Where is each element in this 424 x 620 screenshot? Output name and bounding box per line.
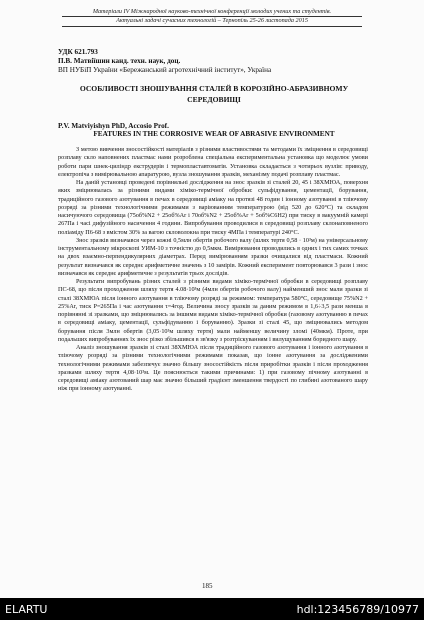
paragraph: Знос зразків визначався через кожні 0,5млн обертів робочого валу (шлях тертя 0,58 · 10³м) на універсальному інструментальному мікроскопі УИМ-10 з точністю до 0,5мкм. Вимірювання проводились в одних і тих самих точках на двох взаємно-перпендикулярних діаметрах. Перед вимірюванням зразки очищалися від пластмаси. Кожний результат визначався як середнє арифметичне значень з 10 замірів. Кожний експеримент повторювався 3 рази і знос визначався як середнє арифметичне з результатів трьох дослідів. (58, 236, 368, 277)
author-english: P.V. Matviyishyn PhD, Accosio Prof. (58, 122, 169, 130)
paragraph: Аналіз зношування зразків зі сталі 38ХМЮА після традиційного газового азотування і іонного азотування в тліючому розряді за різними технологічними режимами показав, що іонне азотування за дослідженими технологічними режимами забезпечує значно більшу зносостійкість після приробітки зразків і після проходження зразками шляху тертя 4,08·10³м. Це пояснюється такими причинами: 1) при газовому пічному азотуванні в середовищі аміаку азотований шар має значно більший градієнт зменшення твердості по глибині азотованого шару ніж при іонному азотуванні. (58, 344, 368, 393)
running-header (62, 8, 362, 27)
title-english: FEATURES IN THE CORROSIVE WEAR OF ABRASIVE ENVIRONMENT (93, 130, 335, 138)
header-line-2: Актуальні задачі сучасних технологій – Тернопіль 25-26 листопада 2015 (62, 17, 362, 26)
title-ukrainian: ОСОБЛИВОСТІ ЗНОШУВАННЯ СТАЛЕЙ В КОРОЗІЙНО-АБРАЗИВНОМУ СЕРЕДОВИЩІ (79, 84, 349, 104)
paragraph: Результати випробувань різних сталей з різними видами хіміко-термічної обробки в середовищі розплаву ПС-68, що після проходження шляху тертя 4.08·10³м (4млн обертів робочого валу) найменший знос мали зразки зі сталі 38ХМЮА після іонного азотування в тліючому розряді за режимом: температура 580°С, середовище 75%N2 + 25%Ar, тиск Р=265Па і час азотування τ=4год. Величина зносу зразків за даним режимом в 1,6÷3,5 рази менша в порівнянні зі зразками, що зміцнювались за іншими видами хіміко-термічної обробки (газовому азотуванню в печах в середовищі аміаку, цементації, сульфідуванню і боруванню). Зразки зі сталі 45, що зміцнювались методом борування після 3млн обертів (3,05·10³м шляху тертя) мали найменшу величину зломі (40мкм). Проте, при подальших випробуваннях їх знос різко збільшився в зв'язку з розтріскуванням і вилущуванням боридного шару. (58, 278, 368, 343)
paragraph: На даній установці проведені порівняльні дослідження на знос зразків зі сталей 20, 45 і 38ХМЮА, поверхня яких зміцнювалась за різними видами хіміко-термічної обробки: сульфідування, цементації, борування, традиційного газового азотування в печах в середовищі аміаку на протязі 48 годин і іонному азотуванні в тліючому розряді за різними технологічними режимами з варіюванням температурою (від 520 до 620°С) та складом насичуючого середовища (75об%N2 + 25об%Ar і 70об%N2 + 25об%Ar + 5об%C6H2) при тиску в вакуумній камері 267Па і часі дифузійного насичення 4 години. Випробування проводилися в середовищі розплаву склонаповненого поліаміду П6-68 з вмістом 30% за вагою скловолокна при тиску 4МПа і температурі 240°С. (58, 179, 368, 236)
page-number: 185 (202, 582, 213, 590)
handle-identifier[interactable]: hdl:123456789/10977 (296, 603, 419, 616)
paragraph: З метою вивчення зносостійкості матеріалів з різними властивостями та методами їх зміцнення в середовищі розплаву скло наповнених пластмас нами розроблена спеціальна експериментальна установка що моделює умови роботи пари шнек-циліндр екструдерів і термопластавтоматів. Установка складається з чотирьох вузлів: приводу, електропіча з вимірювальною апаратурою, вузла зношування зразків, механізму подачі розплаву пластмас. (58, 146, 368, 178)
author-ua: П.В. Матвіїшин канд. техн. наук, доц. (58, 57, 181, 65)
affiliation: ВП НУБіП України «Бережанський агротехнічний інститут», Україна (58, 66, 272, 74)
header-line-1: Матеріали IV Міжнародної науково-технічної конференції молодих учених та студентів. (62, 8, 362, 17)
udk-code: УДК 621.793 (58, 48, 98, 56)
repository-footer-bar (0, 598, 424, 620)
article-body (58, 146, 368, 394)
repository-name: ELARTU (5, 603, 48, 616)
